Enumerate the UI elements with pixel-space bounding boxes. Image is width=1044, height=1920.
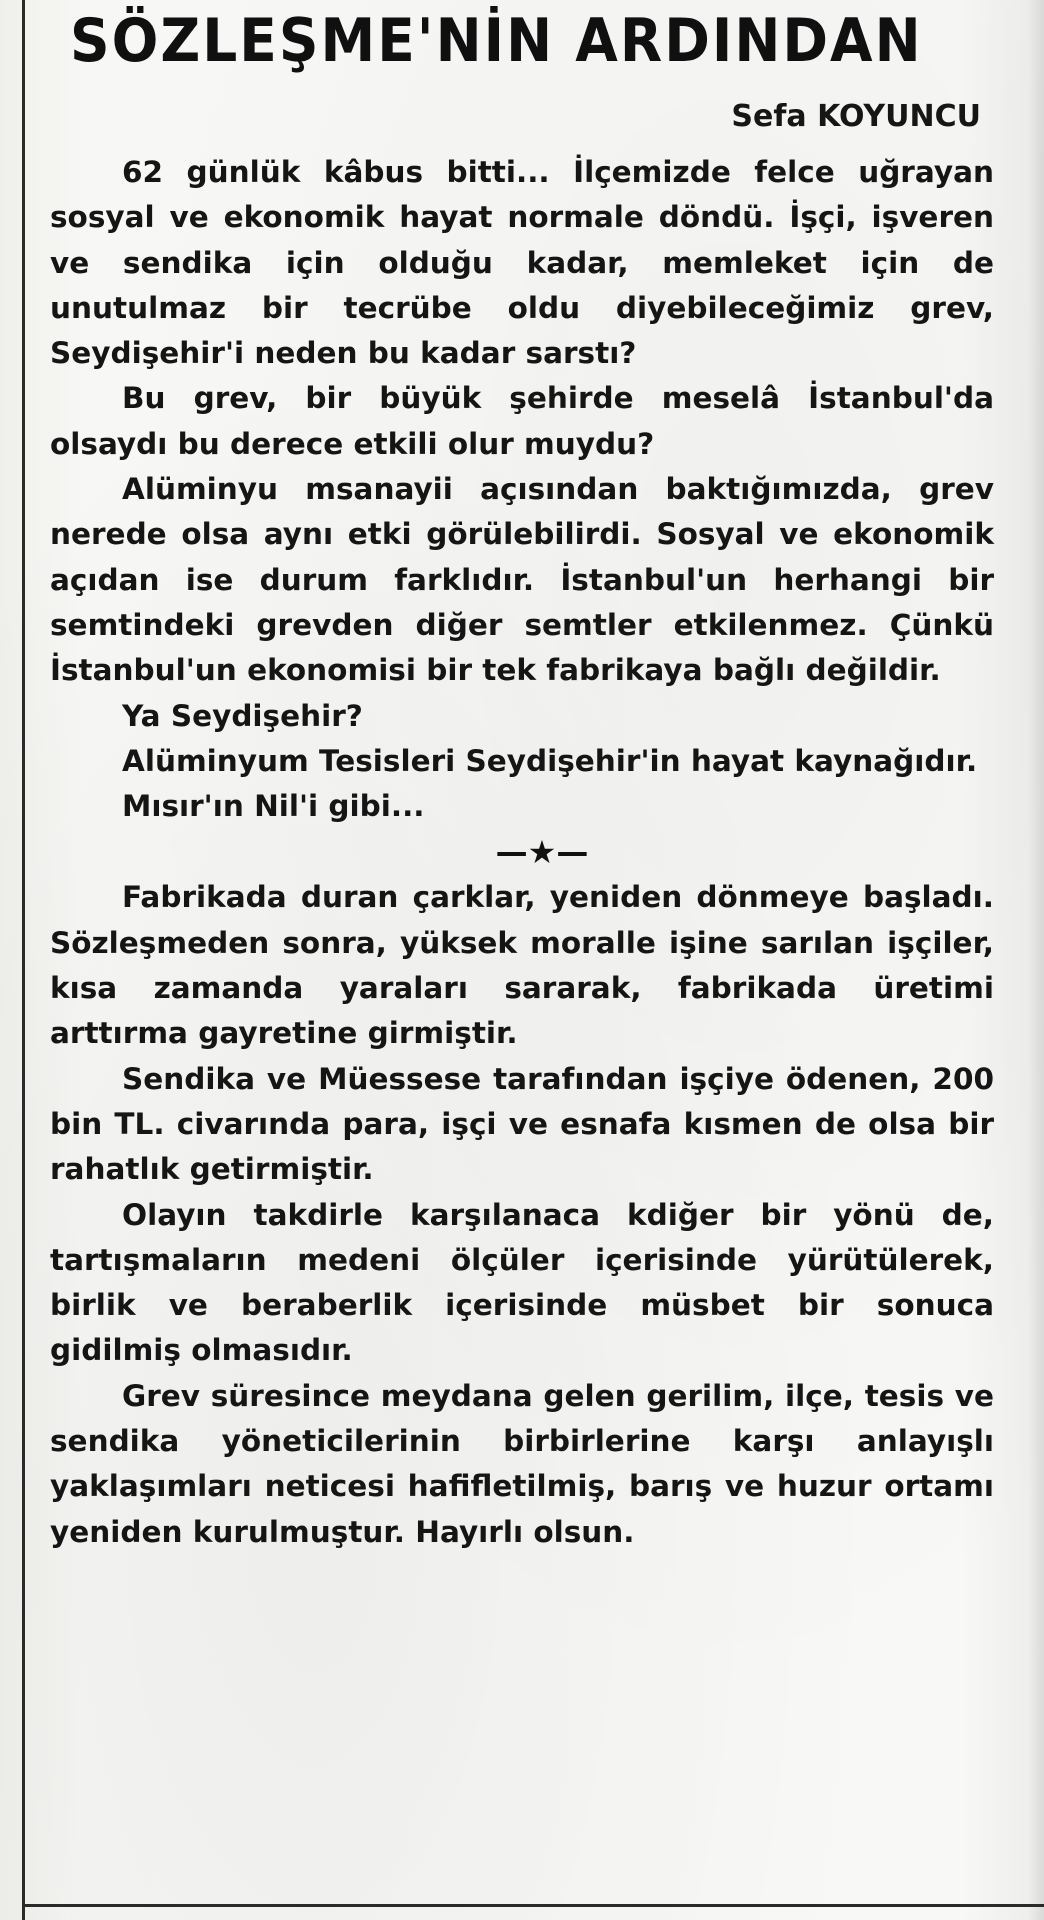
paragraph: Alüminyum Tesisleri Seydişehir'in hayat kaynağıdır.	[122, 743, 978, 778]
paragraph: Bu grev, bir büyük şehirde meselâ İstanbul'da olsaydı bu derece etkili olur muydu?	[50, 381, 994, 461]
left-column-rule	[22, 0, 25, 1920]
paragraph: Sendika ve Müessese tarafından işçiye ödenen, 200 bin TL. civarında para, işçi ve esnafa kısmen de olsa bir rahatlık getirmiştir.	[50, 1061, 994, 1187]
paragraph: Mısır'ın Nil'i gibi...	[122, 789, 425, 824]
article-headline: SÖZLEŞME'NİN ARDINDAN	[70, 6, 923, 76]
paragraph: Alüminyu msanayii açısından baktığımızda, grev nerede olsa aynı etki görülebilirdi. Sosyal ve ekonomik açıdan ise durum farklıdır. İstanbul'un herhangi bir semtindeki grevden diğer semtler etkilenmez. Çünkü İstanbul'un ekonomisi bir tek fabrikaya bağlı değildir.	[50, 472, 994, 688]
section-divider-star: —★—	[495, 833, 589, 872]
bottom-border-rule	[22, 1904, 1044, 1907]
paragraph: Fabrikada duran çarklar, yeniden dönmeye başladı. Sözleşmeden sonra, yüksek moralle işine sarılan işçiler, kısa zamanda yaraları sararak, fabrikada üretimi arttırma gayretine girmiştir.	[50, 880, 994, 1051]
paragraph: 62 günlük kâbus bitti... İlçemizde felce uğrayan sosyal ve ekonomik hayat normale döndü. İşçi, işveren ve sendika için olduğu kadar, memleket için de unutulmaz bir tecrübe oldu diyebileceğimiz grev, Seydişehir'i neden bu kadar sarstı?	[50, 155, 994, 371]
article-body	[50, 150, 994, 1555]
paragraph: Grev süresince meydana gelen gerilim, ilçe, tesis ve sendika yöneticilerinin birbirlerine karşı anlayışlı yaklaşımları neticesi hafifletilmiş, barış ve huzur ortamı yeniden kurulmuştur. Hayırlı olsun.	[50, 1378, 994, 1549]
page-edge-shadow	[1028, 0, 1044, 1920]
paragraph: Olayın takdirle karşılanaca kdiğer bir yönü de, tartışmaların medeni ölçüler içerisinde yürütülerek, birlik ve beraberlik içerisinde müsbet bir sonuca gidilmiş olmasıdır.	[50, 1197, 994, 1368]
paragraph: Ya Seydişehir?	[122, 698, 363, 733]
article-byline: Sefa KOYUNCU	[731, 99, 981, 134]
